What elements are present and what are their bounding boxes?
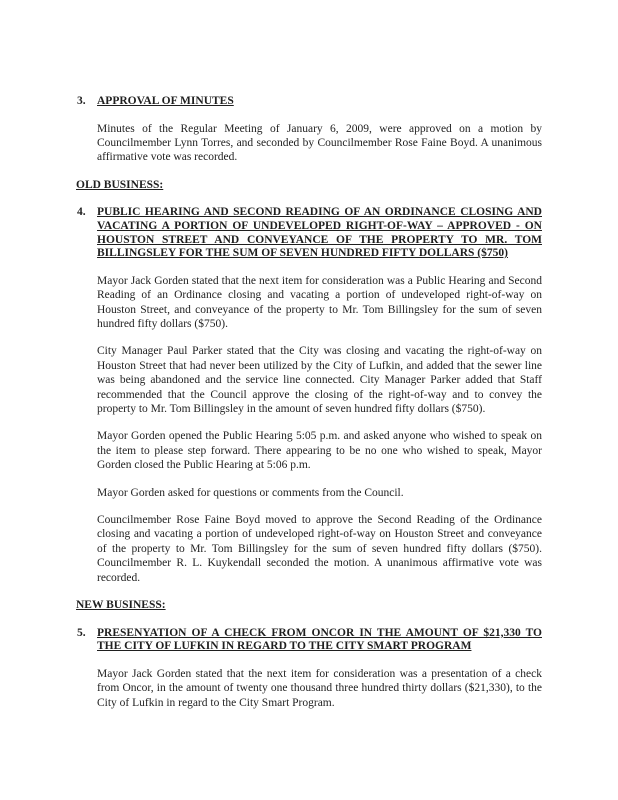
agenda-item-5: [76, 627, 542, 710]
new-business-heading: NEW BUSINESS:: [76, 599, 166, 612]
item-3-heading: APPROVAL OF MINUTES: [97, 95, 234, 107]
item-4-paragraph-4: Mayor Gorden asked for questions or comments from the Council.: [97, 486, 404, 499]
item-4-heading: PUBLIC HEARING AND SECOND READING OF AN ORDINANCE CLOSING AND VACATING A PORTION OF UNDEVELOPED RIGHT-OF-WAY – APPROVED - ON HOUSTON STREET AND CONVEYANCE OF THE PROPERTY TO MR. TOM BILLINGSLEY FOR THE SUM OF SEVEN HUNDRED FIFTY DOLLARS ($750): [97, 206, 542, 260]
item-4-paragraph-3: Mayor Gorden opened the Public Hearing 5:05 p.m. and asked anyone who wished to speak on the item to please step forward. There appearing to be no one who wished to speak, Mayor Gorden closed the Public Hearing at 5:06 p.m.: [97, 430, 542, 472]
item-4-paragraph-2: City Manager Paul Parker stated that the City was closing and vacating the right-of-way on Houston Street that had never been utilized by the City of Lufkin, and added that the sewer line was being abandoned and the service line connected. City Manager Parker added that Staff recommended that the Council approve the closing of the right-of-way and to convey the property to Mr. Tom Billingsley in the amount of seven hundred fifty dollars ($750).: [97, 345, 542, 416]
document-content: [76, 95, 542, 724]
item-3-number: 3.: [77, 95, 86, 107]
item-3-paragraph: Minutes of the Regular Meeting of January 6, 2009, were approved on a motion by Councilmember Lynn Torres, and seconded by Councilmember Rose Faine Boyd. A unanimous affirmative vote was recorded.: [97, 122, 542, 164]
item-5-paragraph: Mayor Jack Gorden stated that the next item for consideration was a presentation of a check from Oncor, in the amount of twenty one thousand three hundred thirty dollars ($21,330), to the City of Lufkin in regard to the City Smart Program.: [97, 667, 542, 709]
old-business-heading: OLD BUSINESS:: [76, 178, 164, 191]
item-4-paragraph-1: Mayor Jack Gorden stated that the next item for consideration was a Public Hearing and Second Reading of an Ordinance closing and vacating a portion of undeveloped right-of-way on Houston Street, and conveyance of the property to Mr. Tom Billingsley for the sum of seven hundred fifty dollars ($750).: [97, 274, 542, 330]
item-4-paragraph-5: Councilmember Rose Faine Boyd moved to approve the Second Reading of the Ordinance closing and vacating a portion of undeveloped right-of-way on Houston Street and conveyance of the property to Mr. Tom Billingsley for the sum of seven hundred fifty dollars ($750). Councilmember R. L. Kuykendall seconded the motion. A unanimous affirmative vote was recorded.: [97, 514, 542, 584]
item-5-number: 5.: [77, 626, 86, 639]
agenda-item-3: [76, 95, 542, 165]
agenda-item-4: [76, 206, 542, 585]
item-4-number: 4.: [77, 206, 86, 219]
item-5-heading: PRESENYATION OF A CHECK FROM ONCOR IN THE AMOUNT OF $21,330 TO THE CITY OF LUFKIN IN REGARD TO THE CITY SMART PROGRAM: [97, 626, 542, 653]
